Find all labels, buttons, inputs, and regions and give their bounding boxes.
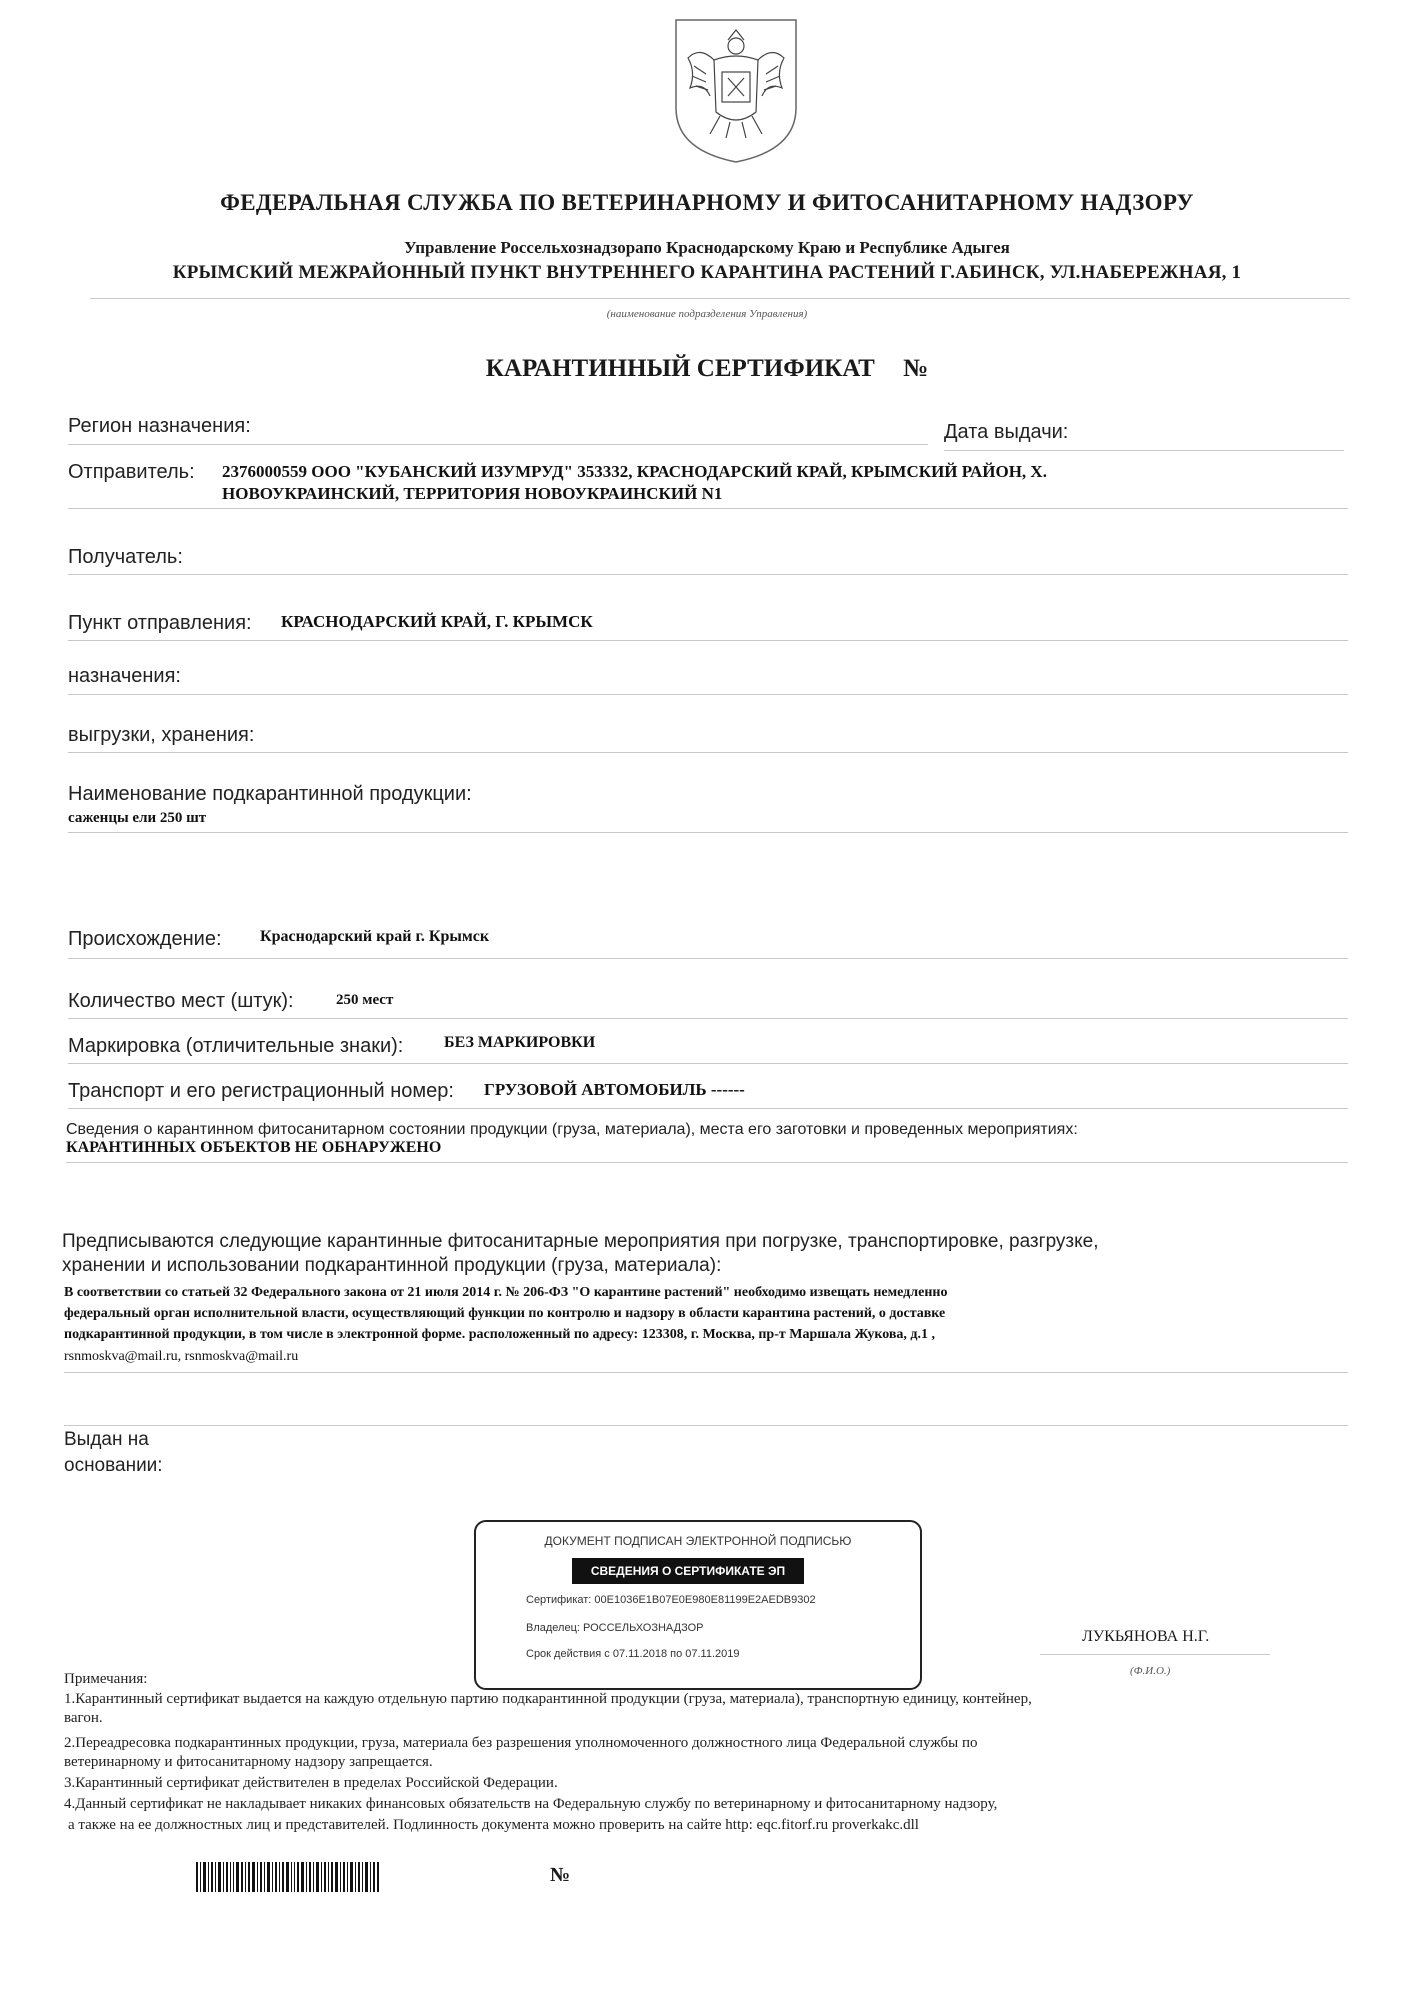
product-value: саженцы ели 250 шт xyxy=(68,810,207,826)
signer-name: ЛУКЬЯНОВА Н.Г. xyxy=(1082,1628,1210,1645)
electronic-signature-stamp xyxy=(474,1520,922,1690)
stamp-owner: Владелец: РОССЕЛЬХОЗНАДЗОР xyxy=(526,1622,704,1634)
condition-value: КАРАНТИННЫХ ОБЪЕКТОВ НЕ ОБНАРУЖЕНО xyxy=(66,1139,442,1156)
issued-basis-label-line1: Выдан на xyxy=(64,1429,149,1450)
sender-value-line1: 2376000559 ООО "КУБАНСКИЙ ИЗУМРУД" 353332, КРАСНОДАРСКИЙ КРАЙ, КРЫМСКИЙ РАЙОН, Х. xyxy=(222,462,1047,481)
stamp-title: ДОКУМЕНТ ПОДПИСАН ЭЛЕКТРОННОЙ ПОДПИСЬЮ xyxy=(544,1534,852,1548)
receiver-label: Получатель: xyxy=(68,546,183,568)
stamp-validity: Срок действия с 07.11.2018 по 07.11.2019 xyxy=(526,1648,740,1660)
transport-label: Транспорт и его регистрационный номер: xyxy=(68,1080,454,1102)
sender-line xyxy=(68,508,1348,509)
unit-underline xyxy=(90,298,1350,299)
footer-number-sign: № xyxy=(550,1864,571,1886)
issue-date-line xyxy=(944,450,1344,451)
unloading-label: выгрузки, хранения: xyxy=(68,724,255,746)
note-4-line2: а также на ее должностных лиц и представителей. Подлинность документа можно проверить на сайте http: eqc.fitorf.ru proverkakc.dll xyxy=(68,1817,919,1833)
measures-value-line1: В соответствии со статьей 32 Федерального закона от 21 июля 2014 г. № 206-ФЗ "О карантине растений" необходимо извещать немедленно xyxy=(64,1285,948,1300)
note-3: 3.Карантинный сертификат действителен в пределах Российской Федерации. xyxy=(64,1775,558,1791)
signer-line xyxy=(1040,1654,1270,1655)
measures-value-line3: подкарантинной продукции, в том числе в электронной форме. расположенный по адресу: 123308, г. Москва, пр-т Маршала Жукова, д.1 , xyxy=(64,1327,936,1342)
unit-name: КРЫМСКИЙ МЕЖРАЙОННЫЙ ПУНКТ ВНУТРЕННЕГО КАРАНТИНА РАСТЕНИЙ Г.АБИНСК, УЛ.НАБЕРЕЖНАЯ, 1 xyxy=(172,262,1242,283)
region-line xyxy=(68,444,928,445)
agency-title: ФЕДЕРАЛЬНАЯ СЛУЖБА ПО ВЕТЕРИНАРНОМУ И ФИТОСАНИТАРНОМУ НАДЗОРУ xyxy=(220,190,1194,215)
unloading-line xyxy=(68,752,1348,753)
transport-value: ГРУЗОВОЙ АВТОМОБИЛЬ ------ xyxy=(484,1080,745,1099)
sender-value-line2: НОВОУКРАИНСКИЙ, ТЕРРИТОРИЯ НОВОУКРАИНСКИЙ N1 xyxy=(222,484,723,503)
department-name: Управление Россельхознадзорапо Краснодарскому Краю и Республике Адыгея xyxy=(404,238,1010,257)
dispatch-line xyxy=(68,640,1348,641)
transport-line xyxy=(68,1108,1348,1109)
russian-coat-of-arms-icon xyxy=(670,16,802,166)
note-4-line1: 4.Данный сертификат не накладывает никаких финансовых обязательств на Федеральную службу по ветеринарному и фитосанитарному надзору, xyxy=(64,1796,998,1812)
stamp-certificate: Сертификат: 00E1036E1B07E0E980E81199E2AEDB9302 xyxy=(526,1594,816,1606)
sender-label: Отправитель: xyxy=(68,461,195,483)
measures-value-line4: rsnmoskva@mail.ru, rsnmoskva@mail.ru xyxy=(64,1349,299,1364)
measures-line-2 xyxy=(64,1425,1348,1426)
product-label: Наименование подкарантинной продукции: xyxy=(68,783,472,805)
dispatch-label: Пункт отправления: xyxy=(68,612,252,634)
quantity-value: 250 мест xyxy=(336,992,394,1008)
certificate-title xyxy=(0,355,1414,383)
marking-line xyxy=(68,1063,1348,1064)
destination-label: назначения: xyxy=(68,665,181,687)
note-2-line1: 2.Переадресовка подкарантинных продукции, груза, материала без разрешения уполномоченного должностного лица Федеральной службы по xyxy=(64,1735,978,1751)
quantity-line xyxy=(68,1018,1348,1019)
condition-line xyxy=(66,1162,1348,1163)
unit-caption: (наименование подразделения Управления) xyxy=(606,308,808,320)
destination-line xyxy=(68,694,1348,695)
notes-title: Примечания: xyxy=(64,1671,148,1687)
origin-line xyxy=(68,958,1348,959)
quantity-label: Количество мест (штук): xyxy=(68,990,294,1012)
origin-label: Происхождение: xyxy=(68,928,222,950)
certificate-title-text: КАРАНТИННЫЙ СЕРТИФИКАТ xyxy=(485,355,875,382)
measures-line xyxy=(64,1372,1348,1373)
product-line xyxy=(68,832,1348,833)
note-2-line2: ветеринарному и фитосанитарному надзору запрещается. xyxy=(64,1754,433,1770)
receiver-line xyxy=(68,574,1348,575)
signer-caption: (Ф.И.О.) xyxy=(1130,1665,1171,1677)
marking-value: БЕЗ МАРКИРОВКИ xyxy=(444,1034,596,1051)
region-label: Регион назначения: xyxy=(68,415,251,437)
measures-label-line1: Предписываются следующие карантинные фитосанитарные мероприятия при погрузке, транспортировке, разгрузке, xyxy=(62,1231,1099,1252)
measures-value-line2: федеральный орган исполнительной власти, осуществляющий функции по контролю и надзору в области карантина растений, о доставке xyxy=(64,1306,946,1321)
dispatch-value: КРАСНОДАРСКИЙ КРАЙ, Г. КРЫМСК xyxy=(281,612,593,631)
measures-label-line2: хранении и использовании подкарантинной продукции (груза, материала): xyxy=(62,1255,722,1276)
note-1-line1: 1.Карантинный сертификат выдается на каждую отдельную партию подкарантинной продукции (груза, материала), транспортную единицу, контейнер, xyxy=(64,1691,1032,1707)
note-1-line2: вагон. xyxy=(64,1710,103,1726)
barcode-icon xyxy=(196,1862,380,1892)
issued-basis-label-line2: основании: xyxy=(64,1455,163,1476)
stamp-banner: СВЕДЕНИЯ О СЕРТИФИКАТЕ ЭП xyxy=(572,1558,804,1584)
origin-value: Краснодарский край г. Крымск xyxy=(260,928,490,945)
condition-label: Сведения о карантинном фитосанитарном состоянии продукции (груза, материала), места его заготовки и проведенных мероприятиях: xyxy=(66,1121,1078,1138)
issue-date-label: Дата выдачи: xyxy=(944,421,1069,443)
certificate-number-sign: № xyxy=(903,355,929,382)
marking-label: Маркировка (отличительные знаки): xyxy=(68,1035,404,1057)
